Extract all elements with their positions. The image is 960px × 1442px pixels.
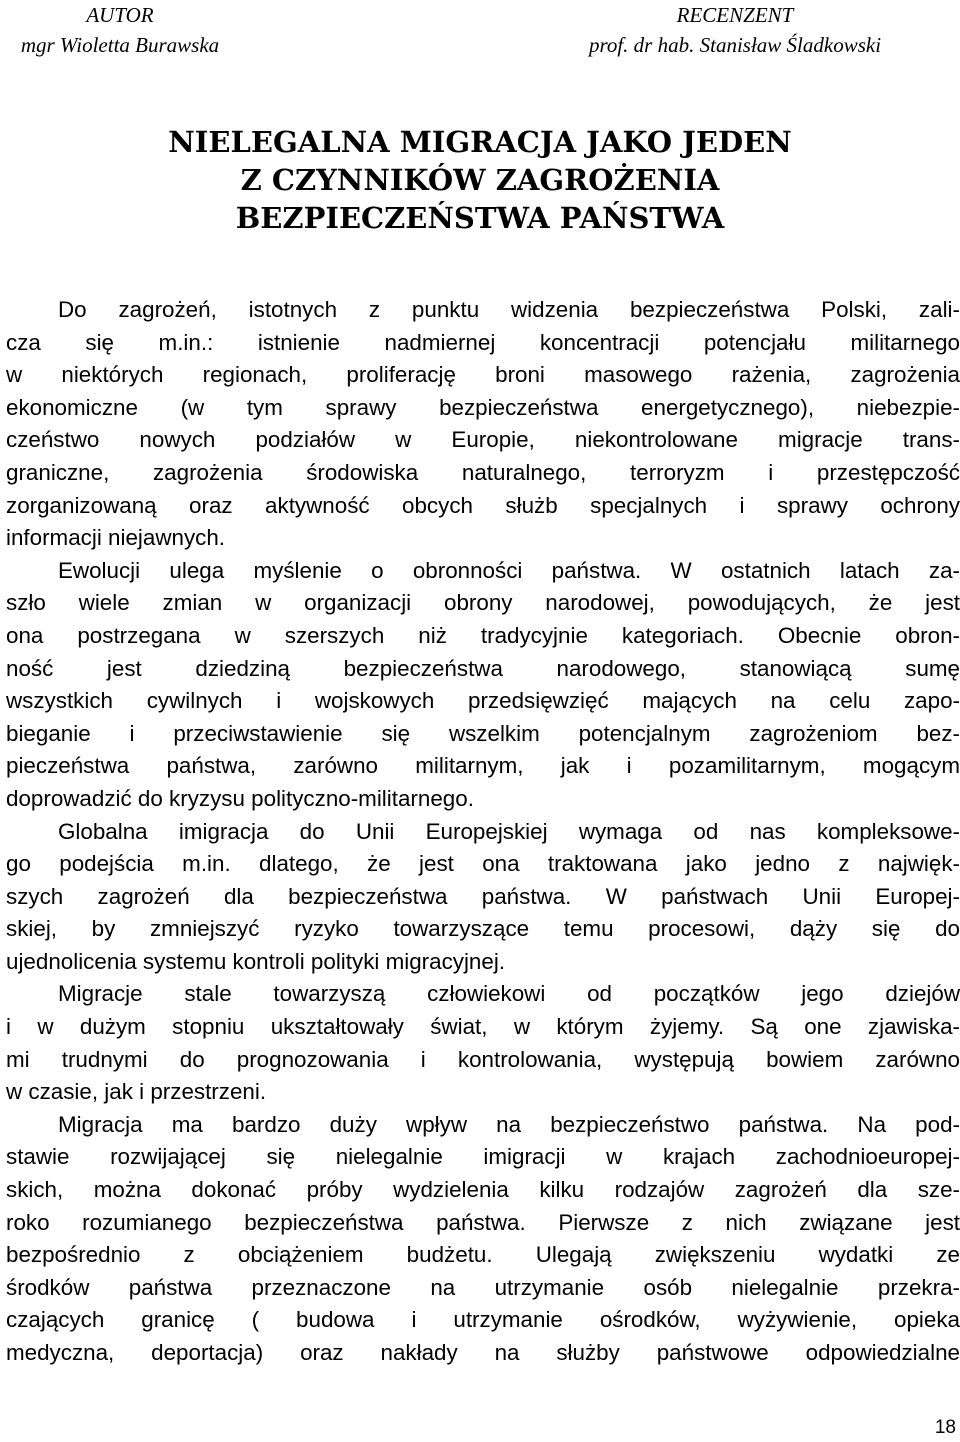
text-line: w niektórych regionach, proliferację broni masowego rażenia, zagrożenia — [6, 362, 960, 388]
text-line: roko rozumianego bezpieczeństwa państwa. Pierwsze z nich związane jest — [6, 1209, 960, 1235]
page-number: 18 — [934, 1417, 956, 1438]
text-line: ona postrzegana w szerszych niż tradycyjnie kategoriach. Obecnie obron- — [6, 622, 960, 648]
text-line: bezpośrednio z obciążeniem budżetu. Ulegają zwiększeniu wydatki ze — [6, 1242, 960, 1268]
text-line: czeństwo nowych podziałów w Europie, niekontrolowane migracje trans- — [6, 427, 960, 453]
text-line: mi trudnymi do prognozowania i kontrolowania, występują bowiem zarówno — [6, 1046, 960, 1072]
text-line: bieganie i przeciwstawienie się wszelkim potencjalnym zagrożeniom bez- — [6, 720, 960, 746]
reviewer-name: prof. dr hab. Stanisław Śladkowski — [588, 33, 882, 57]
text-line: medyczna, deportacja) oraz nakłady na służby państwowe odpowiedzialne — [6, 1340, 960, 1365]
text-line: go podejścia m.in. dlatego, że jest ona traktowana jako jedno z najwięk- — [6, 851, 960, 877]
text-line: szych zagrożeń dla bezpieczeństwa państwa. W państwach Unii Europej- — [6, 883, 960, 909]
text-line: doprowadzić do kryzysu polityczno-militarnego. — [6, 785, 474, 811]
author-name: mgr Wioletta Burawska — [20, 33, 220, 57]
text-line: graniczne, zagrożenia środowiska naturalnego, terroryzm i przestępczość — [6, 459, 960, 485]
text-line: cza się m.in.: istnienie nadmiernej koncentracji potencjału militarnego — [6, 329, 960, 355]
text-line: ność jest dziedziną bezpieczeństwa narodowego, stanowiącą sumę — [6, 655, 960, 681]
title-line: NIELEGALNA MIGRACJA JAKO JEDEN — [168, 125, 792, 159]
text-line: szło wiele zmian w organizacji obrony narodowej, powodujących, że jest — [6, 590, 960, 616]
text-line: w czasie, jak i przestrzeni. — [6, 1079, 267, 1105]
author-block — [0, 0, 270, 60]
title-line: BEZPIECZEŃSTWA PAŃSTWA — [235, 201, 725, 235]
text-line: ekonomiczne (w tym sprawy bezpieczeństwa energetycznego), niebezpie- — [6, 394, 960, 420]
text-line: Migracje stale towarzyszą człowiekowi od początków jego dziejów — [58, 981, 960, 1007]
text-line: Globalna imigracja do Unii Europejskiej wymaga od nas kompleksowe- — [58, 818, 960, 844]
text-line: czających granicę ( budowa i utrzymanie ośrodków, wyżywienie, opieka — [6, 1307, 960, 1333]
text-line: skiej, by zmniejszyć ryzyko towarzyszące temu procesowi, dąży się do — [6, 916, 960, 942]
text-line: Ewolucji ulega myślenie o obronności państwa. W ostatnich latach za- — [58, 557, 960, 583]
text-line: zorganizowaną oraz aktywność obcych służb specjalnych i sprawy ochrony — [6, 492, 960, 518]
reviewer-label: RECENZENT — [676, 3, 794, 27]
reviewer-block — [515, 0, 955, 60]
page-title — [0, 123, 960, 237]
text-line: i w dużym stopniu ukształtowały świat, w którym żyjemy. Są one zjawiska- — [6, 1014, 960, 1040]
text-line: Migracja ma bardzo duży wpływ na bezpieczeństwo państwa. Na pod- — [58, 1111, 960, 1137]
title-line: Z CZYNNIKÓW ZAGROŻENIA — [240, 163, 720, 197]
body-text — [6, 294, 960, 1370]
text-line: ujednolicenia systemu kontroli polityki migracyjnej. — [6, 948, 506, 974]
text-line: stawie rozwijającej się nielegalnie imigracji w krajach zachodnioeuropej- — [6, 1144, 960, 1170]
text-line: wszystkich cywilnych i wojskowych przedsięwzięć mających na celu zapo- — [6, 688, 960, 714]
text-line: Do zagrożeń, istotnych z punktu widzenia bezpieczeństwa Polski, zali- — [58, 297, 960, 322]
author-label: AUTOR — [86, 3, 154, 27]
text-line: środków państwa przeznaczone na utrzymanie osób nielegalnie przekra- — [6, 1274, 960, 1300]
text-line: skich, można dokonać próby wydzielenia kilku rodzajów zagrożeń dla sze- — [6, 1177, 960, 1203]
text-line: informacji niejawnych. — [6, 525, 226, 551]
text-line: pieczeństwa państwa, zarówno militarnym, jak i pozamilitarnym, mogącym — [6, 753, 960, 779]
